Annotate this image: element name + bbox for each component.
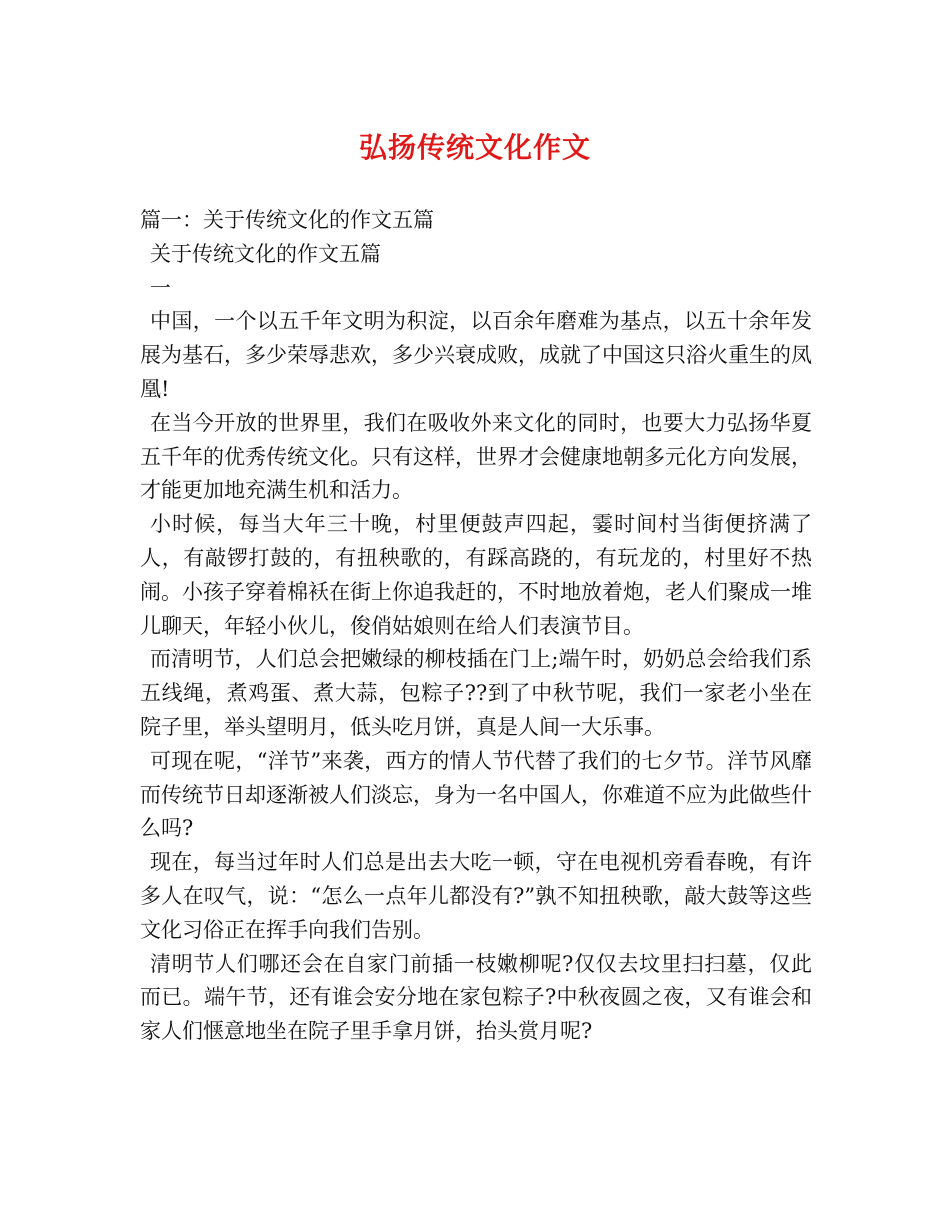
section-marker: 一	[150, 275, 171, 300]
paragraph: 而清明节，人们总会把嫩绿的柳枝插在门上;端午时，奶奶总会给我们系五线绳，煮鸡蛋、煮大蒜，包粽子??到了中秋节呢，我们一家老小坐在院子里，举头望明月，低头吃月饼，真是人间一大乐事。	[140, 647, 812, 739]
paragraph: 中国，一个以五千年文明为积淀，以百余年磨难为基点，以五十余年发展为基石，多少荣辱悲欢，多少兴衰成败，成就了中国这只浴火重生的凤凰!	[140, 309, 812, 401]
paragraph: 在当今开放的世界里，我们在吸收外来文化的同时，也要大力弘扬华夏五千年的优秀传统文化。只有这样，世界才会健康地朝多元化方向发展，才能更加地充满生机和活力。	[140, 410, 812, 503]
paragraph: 小时候，每当大年三十晚，村里便鼓声四起，霎时间村当街便挤满了人，有敲锣打鼓的，有扭秧歌的，有踩高跷的，有玩龙的，村里好不热闹。小孩子穿着棉袄在街上你追我赶的，不时地放着炮，老人们聚成一堆儿聊天，年轻小伙儿，俊俏姑娘则在给人们表演节目。	[140, 512, 812, 638]
section-heading: 篇一：关于传统文化的作文五篇	[140, 208, 434, 232]
document-title: 弘扬传统文化作文	[358, 131, 591, 164]
paragraph: 现在，每当过年时人们总是出去大吃一顿，守在电视机旁看春晚，有许多人在叹气，说：“怎么一点年儿都没有?”孰不知扭秧歌，敲大鼓等这些文化习俗正在挥手向我们告别。	[140, 850, 812, 942]
document-body	[140, 204, 812, 1049]
paragraph: 清明节人们哪还会在自家门前插一枝嫩柳呢?仅仅去坟里扫扫墓，仅此而已。端午节，还有谁会安分地在家包粽子?中秋夜圆之夜，又有谁会和家人们惬意地坐在院子里手拿月饼，抬头赏月呢?	[140, 951, 812, 1044]
article-heading: 关于传统文化的作文五篇	[150, 241, 381, 266]
paragraph: 可现在呢，“洋节”来袭，西方的情人节代替了我们的七夕节。洋节风靡而传统节日却逐渐被人们淡忘，身为一名中国人，你难道不应为此做些什么吗?	[140, 748, 812, 841]
